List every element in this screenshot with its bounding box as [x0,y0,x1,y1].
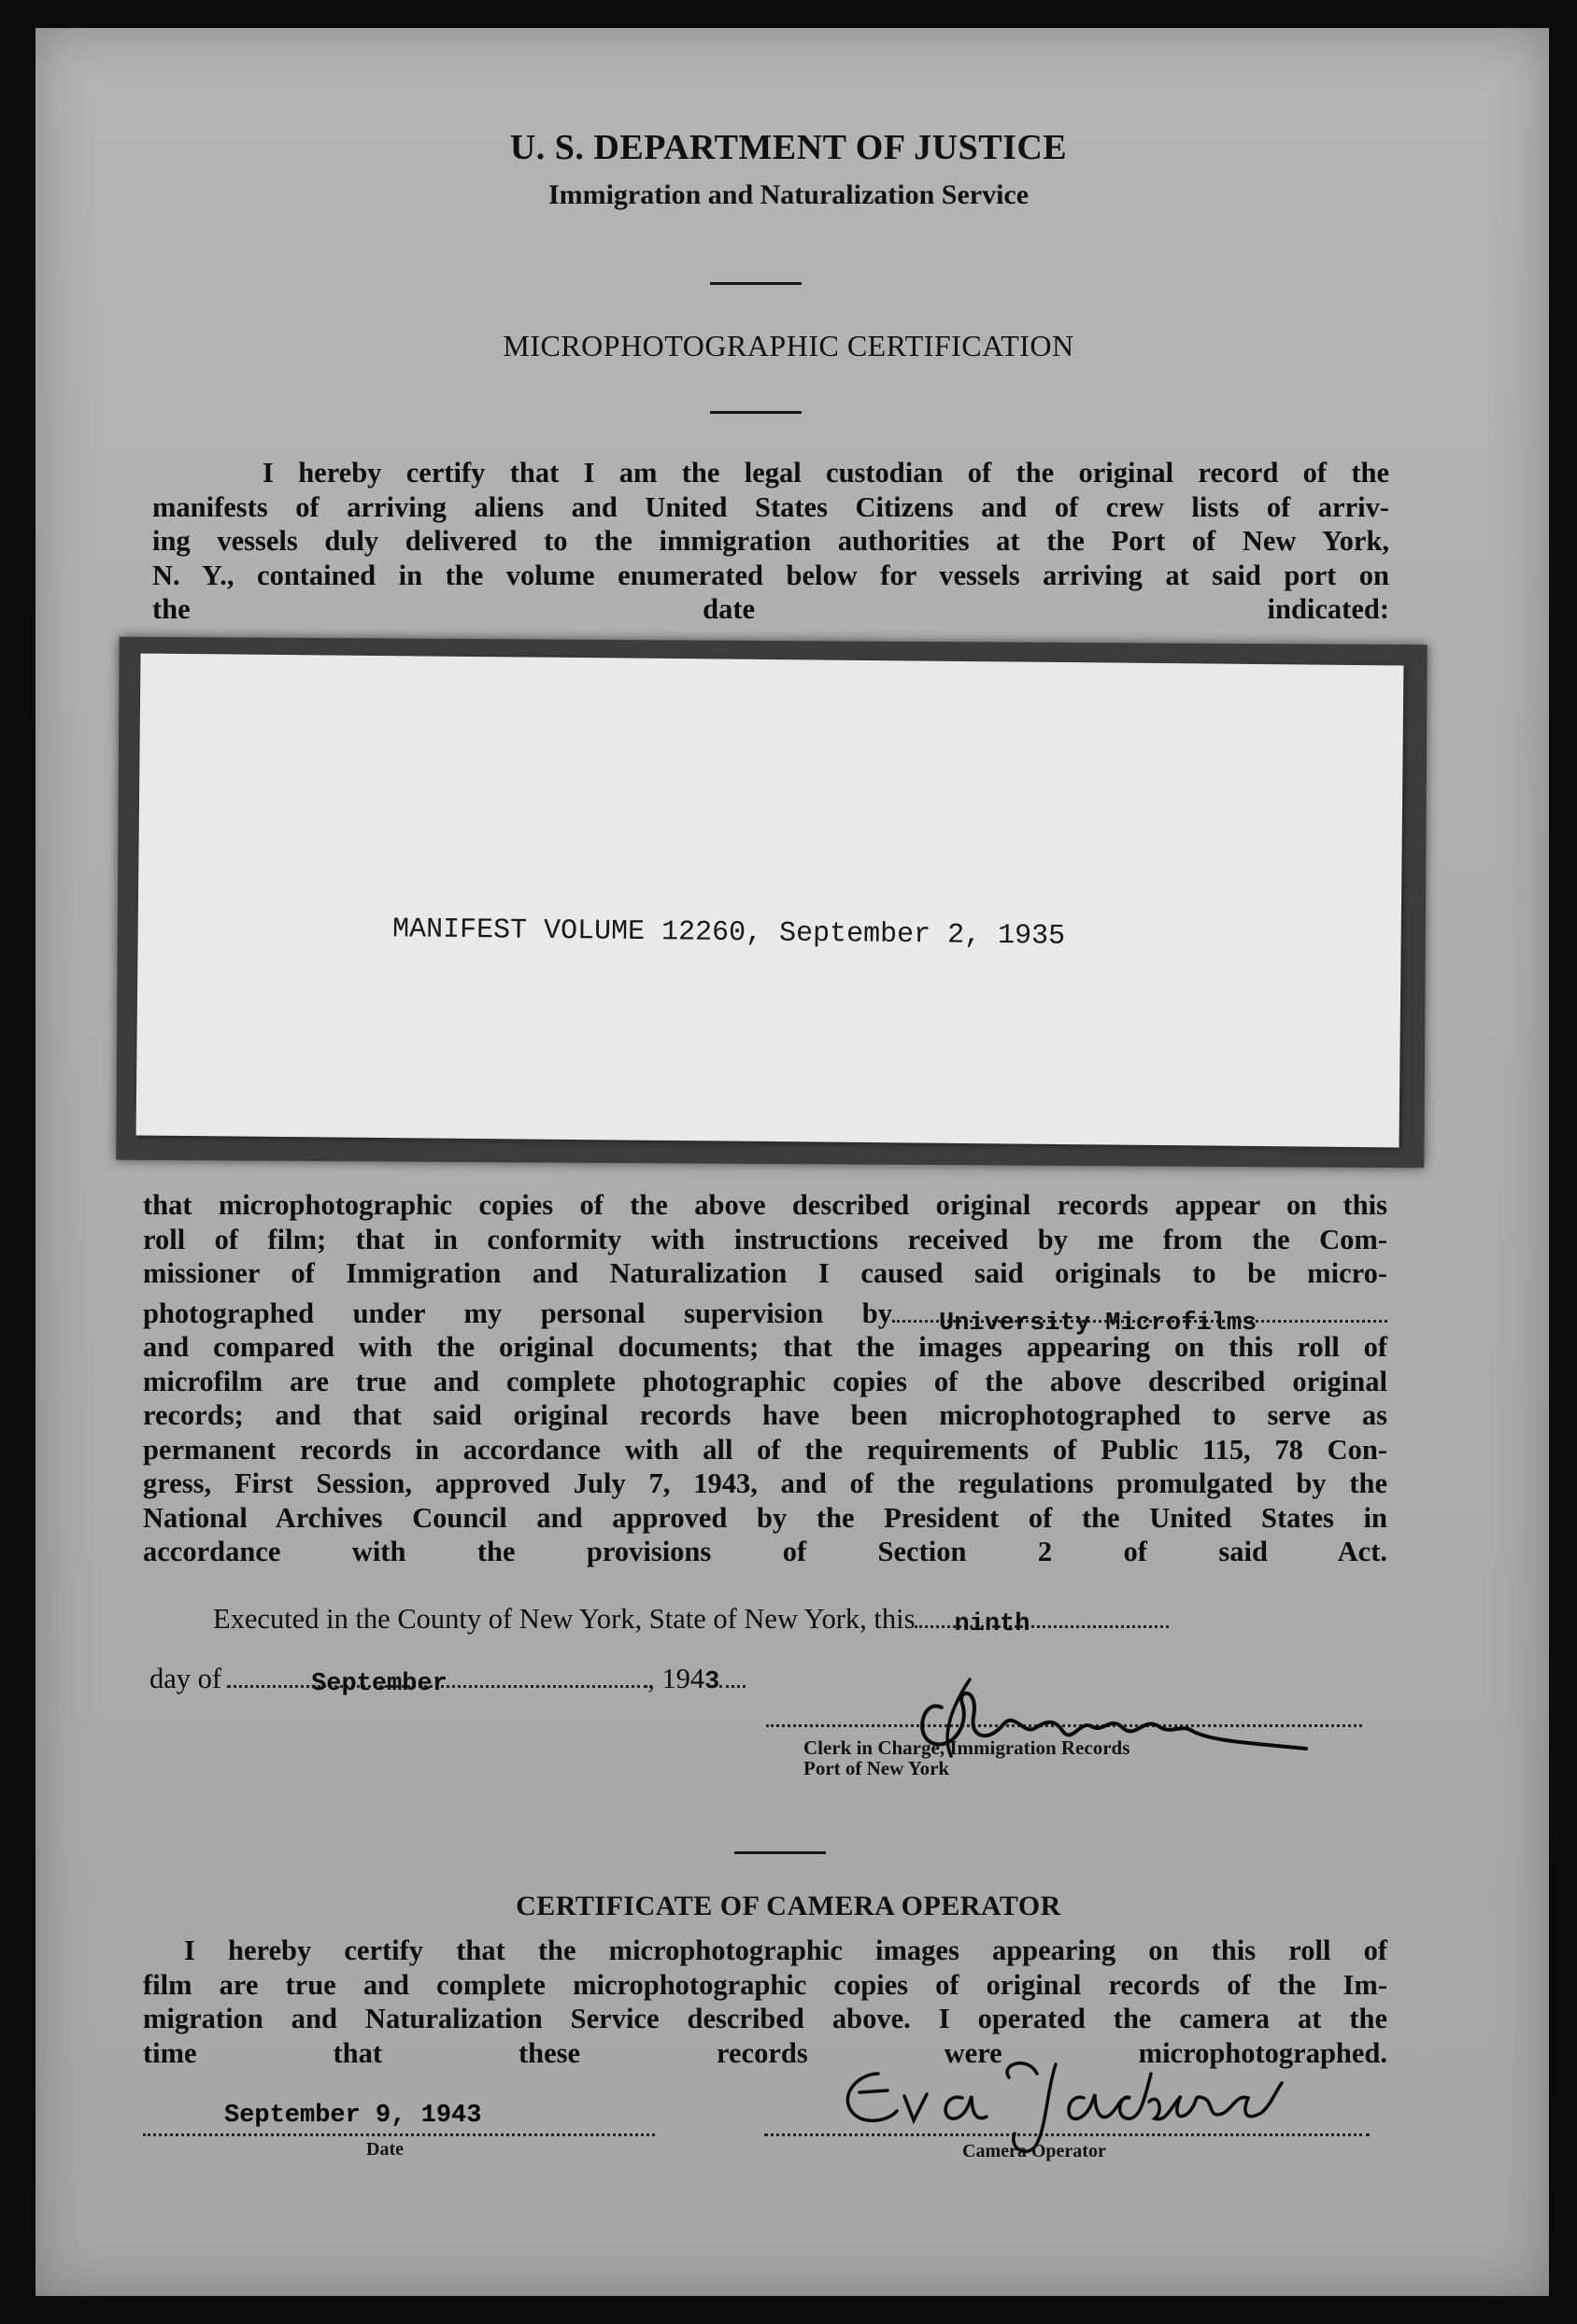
microphoto-paragraph [143,1166,1387,1569]
paragraph-line: and compared with the original documents; that the images appearing on this roll of [143,1331,1387,1363]
paragraph-line: migration and Naturalization Service described above. I operated the camera at the [143,2003,1387,2034]
paragraph-line: National Archives Council and approved by the President of the United States in [143,1501,1387,1534]
clerk-title [803,1737,1129,1778]
month-field [227,1670,647,1698]
day-field [915,1610,1169,1638]
paragraph-line: permanent records in accordance with all of the requirements of Public 115, 78 Con- [143,1433,1387,1466]
clerk-title-line: Clerk in Charge, Immigration Records [803,1736,1130,1759]
supervisor-value: University Microfilms [939,1309,1257,1338]
service-subtitle: Immigration and Naturalization Service [547,179,1030,210]
manifest-slip [136,654,1404,1148]
year-digit: 3 [704,1668,720,1696]
paragraph-line: time that these records were microphotographed. [143,2036,1387,2069]
paragraph-line: I hereby certify that I am the legal custodian of the original record of the [263,457,1389,489]
paragraph-line: N. Y., contained in the volume enumerated below for vessels arriving at said port on [152,559,1389,591]
paragraph-line: film are true and complete microphotographic copies of original records of the Im- [143,1968,1387,2001]
paragraph-line: microfilm are true and complete photographic copies of the above described original [143,1365,1387,1397]
execution-line [213,1603,1169,1636]
day-of-line [149,1663,746,1696]
supervision-line [143,1297,1387,1338]
operator-signature [822,2036,1308,2158]
paragraph-line: ing vessels duly delivered to the immigration authorities at the Port of New York, [152,525,1389,557]
month-value: September [311,1670,448,1698]
paragraph-line: manifests of arriving aliens and United States Citizens and of crew lists of arriv- [152,490,1389,523]
paragraph-line: I hereby certify that the microphotographic images appearing on this roll of [184,1934,1387,1966]
manifest-volume-label: MANIFEST VOLUME 12260, September 2, 1935 [391,914,1066,953]
supervision-prefix: photographed under my personal supervision by [143,1297,892,1329]
divider [710,411,802,414]
paragraph-line: that microphotographic copies of the above described original records appear on this [143,1189,1387,1221]
paragraph-line: the date indicated: [152,593,1389,625]
date-label: Date [366,2139,404,2160]
camera-certificate-title: CERTIFICATE OF CAMERA OPERATOR [516,1891,1061,1921]
date-value: September 9, 1943 [224,2102,482,2130]
operator-label: Camera Operator [962,2141,1106,2161]
paragraph-line: accordance with the provisions of Section 2 of said Act. [143,1536,1387,1567]
paragraph-line: missioner of Immigration and Naturalization I caused said originals to be micro- [143,1257,1387,1289]
year-prefix: , 194 [647,1663,705,1694]
paragraph-line: roll of film; that in conformity with instructions received by me from the Com- [143,1223,1387,1255]
day-value: ninth [954,1610,1030,1638]
paragraph-line: gress, First Session, approved July 7, 1943, and of the regulations promulgated by the [143,1467,1387,1499]
divider [734,1851,826,1854]
execution-prefix: Executed in the County of New York, State of New York, this [213,1603,916,1635]
form-title: MICROPHOTOGRAPHIC CERTIFICATION [503,329,1074,362]
department-title: U. S. DEPARTMENT OF JUSTICE [509,128,1068,167]
clerk-title-line: Port of New York [803,1757,950,1779]
day-of-label: day of [149,1663,222,1694]
supervisor-field [892,1309,1387,1338]
divider [710,282,802,285]
paragraph-line: records; and that said original records have been microphotographed to serve as [143,1399,1387,1431]
custodian-paragraph [152,422,1389,627]
year-dots [719,1685,746,1688]
